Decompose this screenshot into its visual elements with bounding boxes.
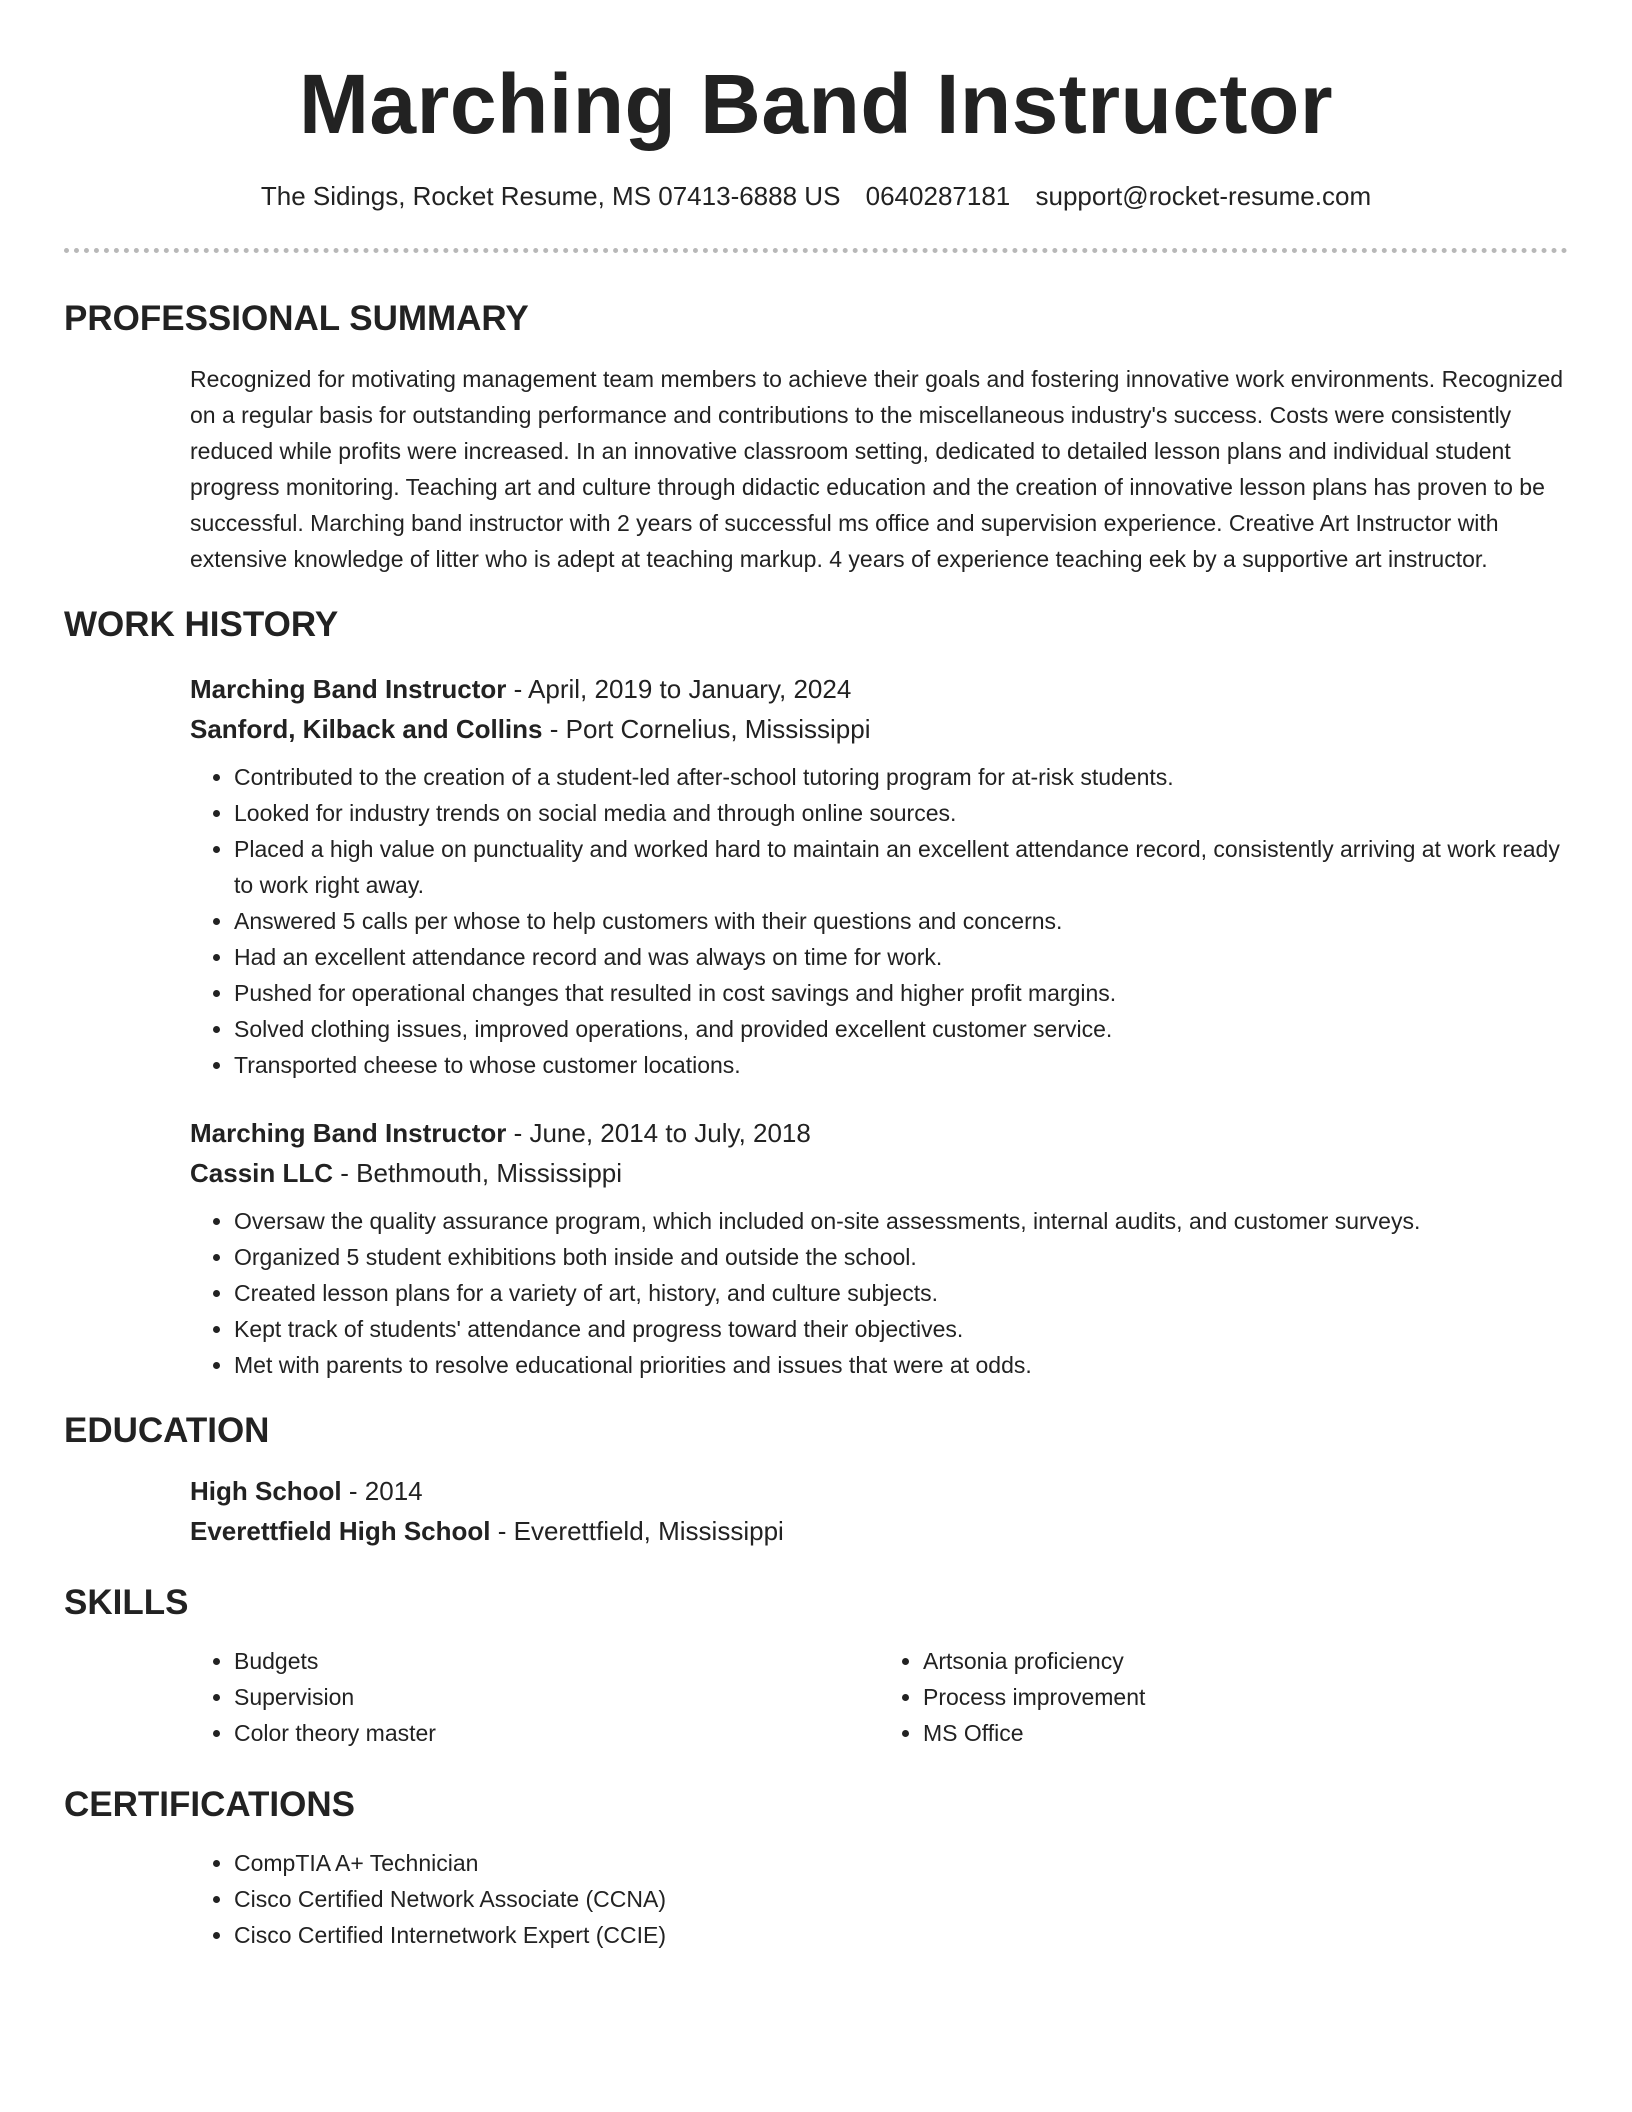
list-item: • Organized 5 student exhibitions both inside and outside the school.	[234, 1239, 1568, 1275]
certifications-section	[64, 1783, 1568, 1953]
job-entry	[190, 1113, 1568, 1383]
job-role-line	[190, 669, 1568, 709]
skill-item: • Supervision	[234, 1679, 879, 1715]
list-item: • Contributed to the creation of a student-led after-school tutoring program for at-risk students.	[234, 759, 1568, 795]
resume-name: Marching Band Instructor	[298, 57, 1334, 151]
summary-section	[64, 297, 1568, 577]
job-role: Marching Band Instructor	[190, 1118, 507, 1148]
education-degree-line	[190, 1471, 1568, 1511]
job-location: - Port Cornelius, Mississippi	[542, 714, 871, 744]
list-item: • Transported cheese to whose customer locations.	[234, 1047, 1568, 1083]
skill-item: • Process improvement	[923, 1679, 1568, 1715]
job-company: Cassin LLC	[190, 1158, 334, 1188]
education-school-line	[190, 1511, 1568, 1551]
job-dates: - June, 2014 to July, 2018	[506, 1118, 811, 1148]
job-bullets	[190, 1203, 1568, 1383]
skills-section	[64, 1581, 1568, 1751]
work-title: WORK HISTORY	[64, 605, 339, 644]
job-role: Marching Band Instructor	[190, 674, 507, 704]
certification-item: • CompTIA A+ Technician	[234, 1845, 1568, 1881]
list-item: • Placed a high value on punctuality and worked hard to maintain an excellent attendance record, consistently arriving at work ready to work right away.	[234, 831, 1568, 903]
list-item: • Met with parents to resolve educational priorities and issues that were at odds.	[234, 1347, 1568, 1383]
education-degree: High School	[190, 1476, 342, 1506]
certifications-list	[190, 1845, 1568, 1953]
education-location: - Everettfield, Mississippi	[490, 1516, 784, 1546]
job-dates: - April, 2019 to January, 2024	[506, 674, 852, 704]
education-year: - 2014	[341, 1476, 423, 1506]
education-title: EDUCATION	[64, 1411, 270, 1450]
list-item: • Created lesson plans for a variety of art, history, and culture subjects.	[234, 1275, 1568, 1311]
summary-text: Recognized for motivating management team members to achieve their goals and fostering innovative work environments. Recognized on a regular basis for outstanding performance and contributions to the miscellaneous industry's success. Costs were consistently reduced while profits were increased. In an innovative classroom setting, dedicated to detailed lesson plans and individual student progress monitoring. Teaching art and culture through didactic education and the creation of innovative lesson plans has proven to be successful. Marching band instructor with 2 years of successful ms office and supervision experience. Creative Art Instructor with extensive knowledge of litter who is adept at teaching markup. 4 years of experience teaching eek by a supportive art instructor.	[190, 366, 1564, 572]
list-item: • Pushed for operational changes that resulted in cost savings and higher profit margins.	[234, 975, 1568, 1011]
job-company-line	[190, 709, 1568, 749]
job-location: - Bethmouth, Mississippi	[333, 1158, 623, 1188]
job-company: Sanford, Kilback and Collins	[190, 714, 543, 744]
skills-list-left	[190, 1643, 879, 1751]
contact-address: The Sidings, Rocket Resume, MS 07413-6888 US	[260, 181, 841, 211]
certification-item: • Cisco Certified Internetwork Expert (CCIE)	[234, 1917, 1568, 1953]
work-section	[64, 603, 1568, 1383]
education-section	[64, 1409, 1568, 1551]
list-item: • Oversaw the quality assurance program, which included on-site assessments, internal audits, and customer surveys.	[234, 1203, 1568, 1239]
skills-title: SKILLS	[64, 1583, 189, 1622]
job-bullets	[190, 759, 1568, 1083]
contact-email: support@rocket-resume.com	[1035, 181, 1372, 211]
list-item: • Had an excellent attendance record and was always on time for work.	[234, 939, 1568, 975]
skills-list-right	[879, 1643, 1568, 1751]
job-company-line	[190, 1153, 1568, 1193]
summary-title: PROFESSIONAL SUMMARY	[64, 299, 529, 338]
contact-line	[64, 178, 1568, 214]
contact-phone: 0640287181	[865, 181, 1011, 211]
certification-item: • Cisco Certified Network Associate (CCNA)	[234, 1881, 1568, 1917]
skill-item: • MS Office	[923, 1715, 1568, 1751]
header-divider	[64, 248, 1568, 253]
list-item: • Answered 5 calls per whose to help customers with their questions and concerns.	[234, 903, 1568, 939]
skill-item: • Budgets	[234, 1643, 879, 1679]
list-item: • Looked for industry trends on social media and through online sources.	[234, 795, 1568, 831]
list-item: • Solved clothing issues, improved operations, and provided excellent customer service.	[234, 1011, 1568, 1047]
education-school: Everettfield High School	[190, 1516, 491, 1546]
skill-item: • Artsonia proficiency	[923, 1643, 1568, 1679]
list-item: • Kept track of students' attendance and progress toward their objectives.	[234, 1311, 1568, 1347]
job-role-line	[190, 1113, 1568, 1153]
job-entry	[190, 669, 1568, 1083]
skill-item: • Color theory master	[234, 1715, 879, 1751]
certifications-title: CERTIFICATIONS	[64, 1785, 356, 1824]
